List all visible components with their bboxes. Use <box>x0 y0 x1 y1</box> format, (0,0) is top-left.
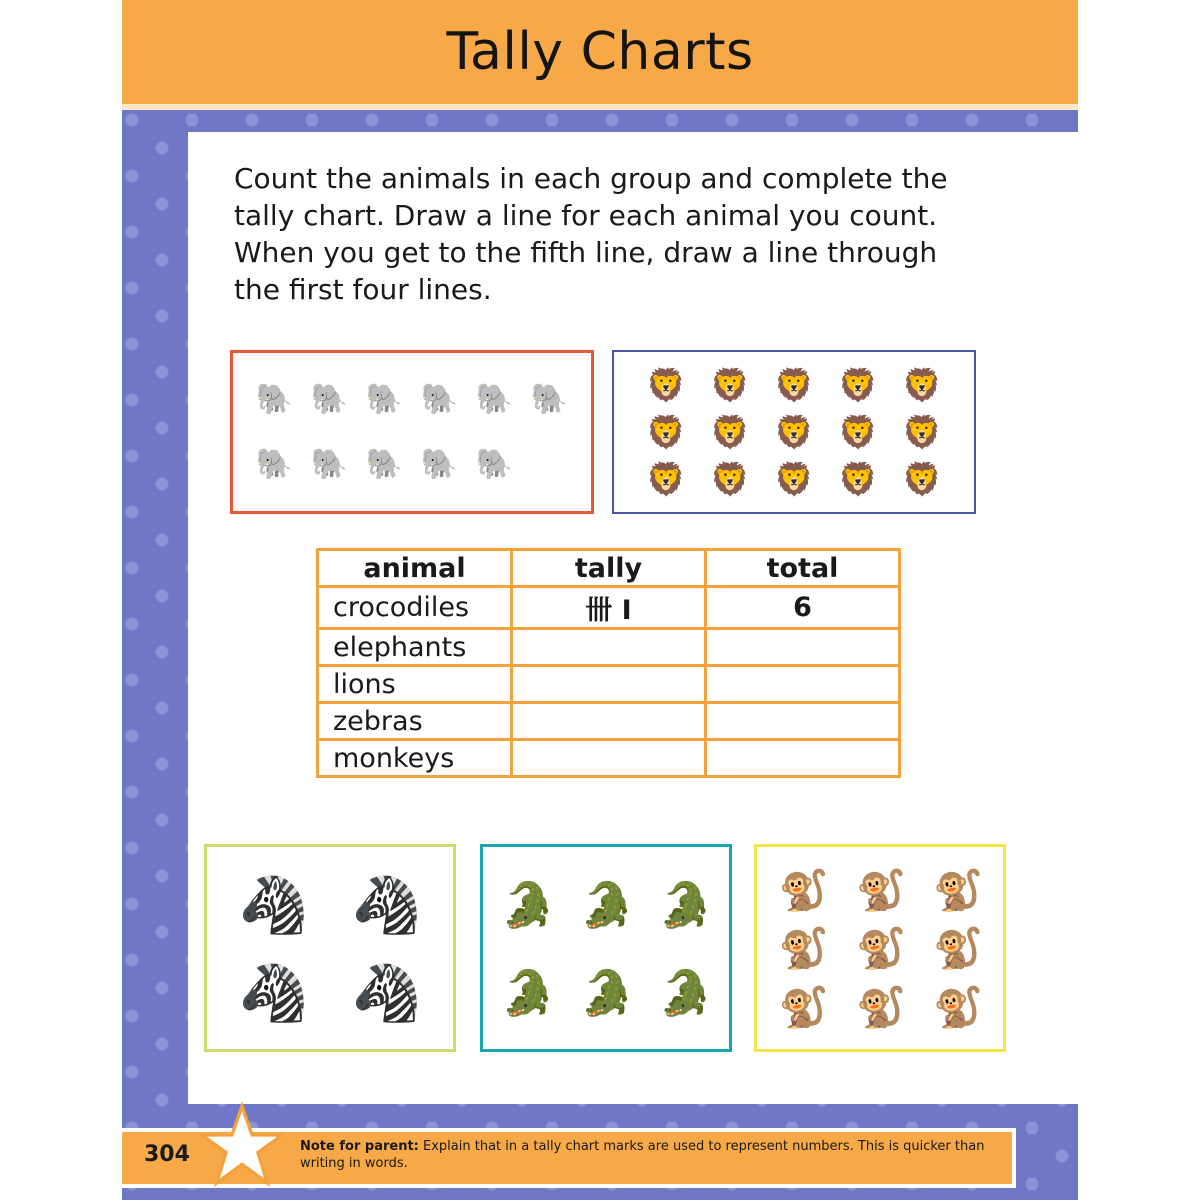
elephant-icon: 🐘 <box>530 382 569 417</box>
zebra-icon: 🦓 <box>238 961 309 1026</box>
monkey-icon: 🐒 <box>933 985 984 1032</box>
monkey-icon: 🐒 <box>778 985 829 1032</box>
crocodile-icon: 🐊 <box>579 880 635 931</box>
parent-note <box>300 1138 1010 1172</box>
monkey-icon: 🐒 <box>778 926 829 973</box>
animal-cell: crocodiles <box>318 587 512 629</box>
lion-icon: 🦁 <box>646 412 686 451</box>
total-cell[interactable] <box>706 666 900 703</box>
lion-icon: 🦁 <box>710 412 750 451</box>
elephant-icons <box>247 367 577 497</box>
instructions-text: Count the animals in each group and complete the tally chart. Draw a line for each animal you count. When you get to the fifth line, draw a line through the first four lines. <box>234 162 948 306</box>
monkey-icon: 🐒 <box>933 926 984 973</box>
total-cell[interactable] <box>706 703 900 740</box>
lion-icon: 🦁 <box>838 459 878 498</box>
total-cell[interactable] <box>706 740 900 777</box>
lion-icon: 🦁 <box>774 459 814 498</box>
worksheet-page <box>122 0 1078 1200</box>
tally-cell[interactable]: 卌 I <box>512 587 706 629</box>
crocodile-icon: 🐊 <box>579 968 635 1019</box>
crocodile-icons <box>489 861 725 1037</box>
animal-cell: lions <box>318 666 512 703</box>
page-title: Tally Charts <box>446 22 754 82</box>
header-tally: tally <box>512 550 706 587</box>
lion-icon: 🦁 <box>710 459 750 498</box>
note-label: Note for parent: <box>300 1139 419 1154</box>
table-row <box>318 629 900 666</box>
crocodile-icon: 🐊 <box>500 968 556 1019</box>
table-row <box>318 703 900 740</box>
tally-cell[interactable] <box>512 666 706 703</box>
elephant-icon: 🐘 <box>475 447 514 482</box>
elephant-icon: 🐘 <box>420 447 459 482</box>
lion-icon: 🦁 <box>646 459 686 498</box>
table-row <box>318 666 900 703</box>
tally-chart-table <box>316 548 901 778</box>
lion-icon: 🦁 <box>902 366 942 405</box>
lion-icon: 🦁 <box>710 366 750 405</box>
elephant-icon: 🐘 <box>365 382 404 417</box>
tally-cell[interactable] <box>512 703 706 740</box>
monkey-icon: 🐒 <box>856 867 906 914</box>
lion-icon: 🦁 <box>902 459 942 498</box>
page-number: 304 <box>144 1142 190 1167</box>
elephant-icon: 🐘 <box>420 382 459 417</box>
lion-icon: 🦁 <box>774 412 814 451</box>
total-cell[interactable] <box>706 629 900 666</box>
lion-icons <box>634 362 954 502</box>
header-animal: animal <box>318 550 512 587</box>
elephant-icon: 🐘 <box>255 447 294 482</box>
elephant-icon: 🐘 <box>310 382 349 417</box>
lion-icon: 🦁 <box>646 366 686 405</box>
monkey-icon: 🐒 <box>856 926 906 973</box>
tally-cell[interactable] <box>512 629 706 666</box>
animal-cell: zebras <box>318 703 512 740</box>
note-text: Explain that in a tally chart marks are used to represent numbers. This is quicker than writing in words. <box>300 1139 985 1171</box>
lion-icon: 🦁 <box>902 412 942 451</box>
animal-cell: monkeys <box>318 740 512 777</box>
elephant-icon: 🐘 <box>475 382 514 417</box>
zebras-picture-group <box>204 844 456 1052</box>
lion-icon: 🦁 <box>838 412 878 451</box>
lion-icon: 🦁 <box>838 366 878 405</box>
monkey-icons <box>765 861 997 1037</box>
header-total: total <box>706 550 900 587</box>
total-cell[interactable]: 6 <box>706 587 900 629</box>
crocodile-icon: 🐊 <box>658 880 714 931</box>
elephant-icon: 🐘 <box>255 382 294 417</box>
table-row <box>318 587 900 629</box>
lions-picture-group <box>612 350 976 514</box>
zebra-icons <box>217 861 443 1037</box>
star-icon <box>200 1100 284 1190</box>
animal-cell: elephants <box>318 629 512 666</box>
crocodile-icon: 🐊 <box>500 880 556 931</box>
monkey-icon: 🐒 <box>856 985 906 1032</box>
table-row <box>318 740 900 777</box>
zebra-icon: 🦓 <box>351 961 422 1026</box>
elephant-icon: 🐘 <box>365 447 404 482</box>
elephant-icon: 🐘 <box>310 447 349 482</box>
elephants-picture-group <box>230 350 594 514</box>
crocodile-icon: 🐊 <box>658 968 714 1019</box>
monkey-icon: 🐒 <box>933 867 984 914</box>
lion-icon: 🦁 <box>774 366 814 405</box>
table-header-row <box>318 550 900 587</box>
zebra-icon: 🦓 <box>351 873 422 938</box>
tally-cell[interactable] <box>512 740 706 777</box>
monkeys-picture-group <box>754 844 1006 1052</box>
title-banner <box>122 0 1078 104</box>
crocodiles-picture-group <box>480 844 732 1052</box>
monkey-icon: 🐒 <box>778 867 829 914</box>
zebra-icon: 🦓 <box>238 873 309 938</box>
